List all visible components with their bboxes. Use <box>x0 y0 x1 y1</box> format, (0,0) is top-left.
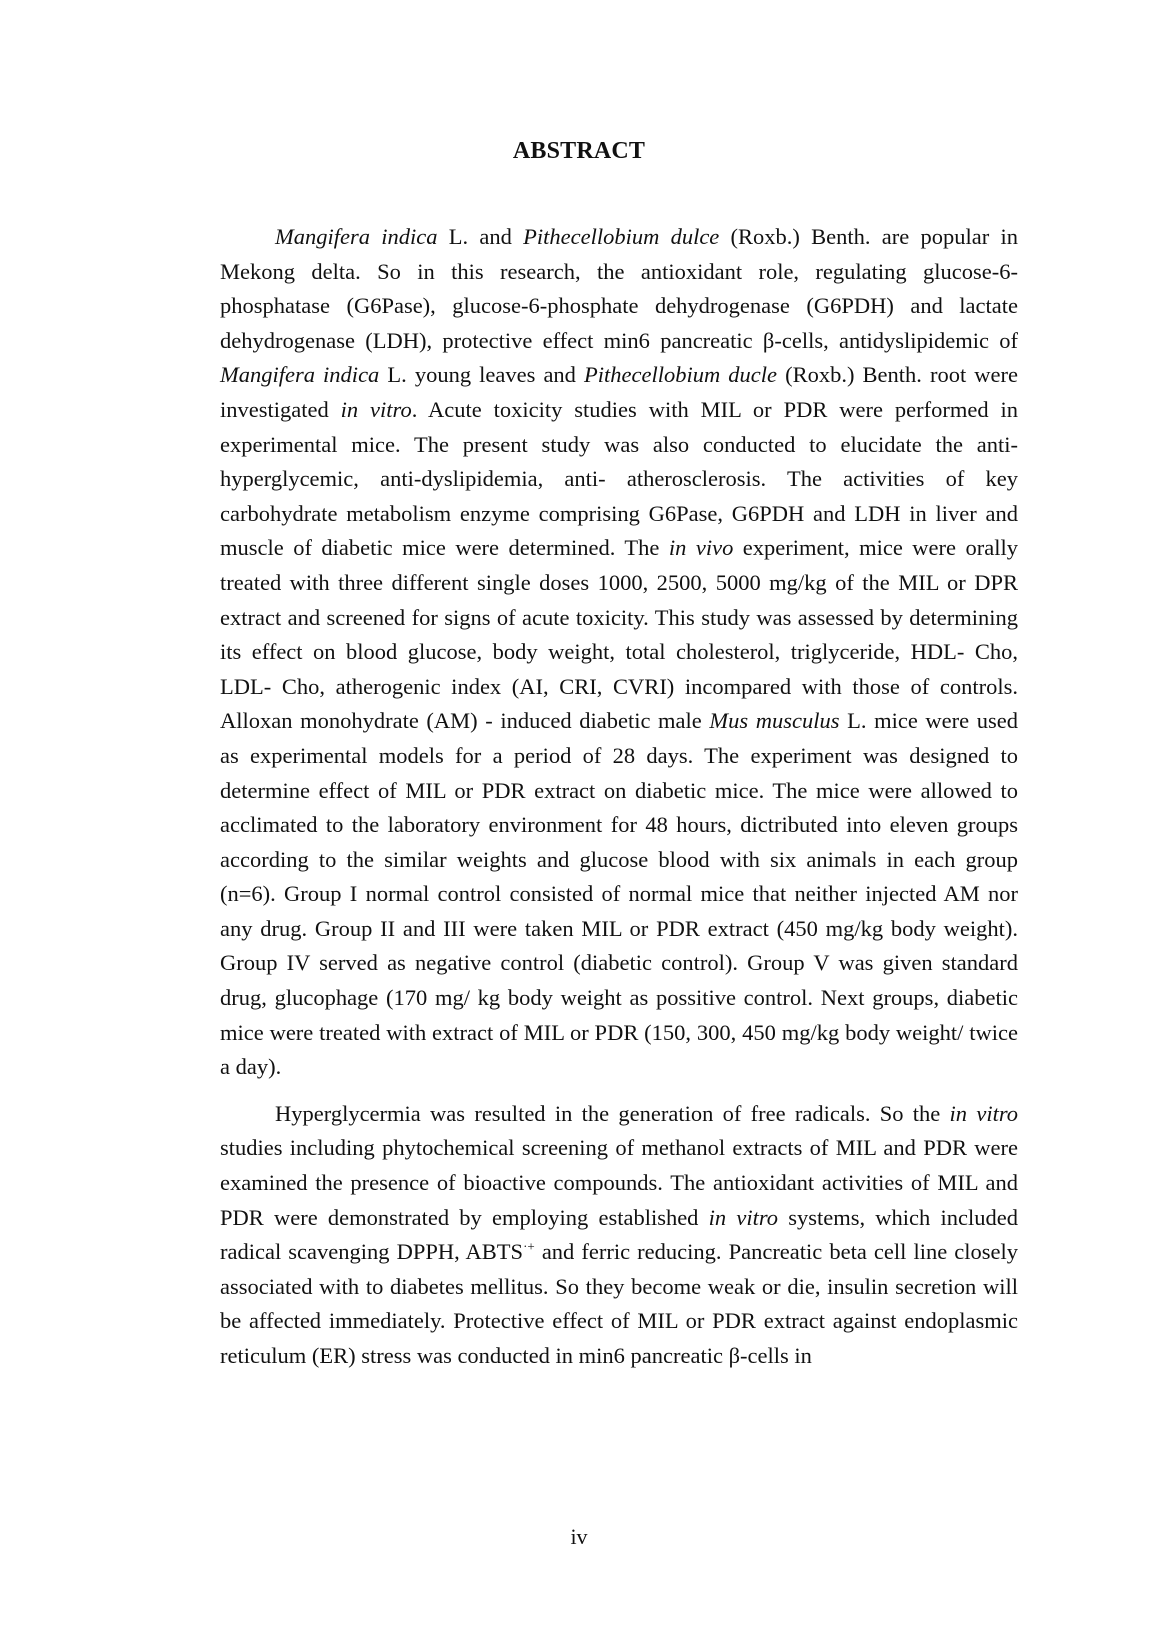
italic-text-run: in vitro <box>340 396 412 422</box>
page-title: ABSTRACT <box>512 138 646 164</box>
text-run: studies including phytochemical screening of methanol extracts of MIL and PDR were examined the presence of bioactive compounds. The antioxidant activities of MIL and PDR were demonstrated by employing established <box>220 1135 1018 1230</box>
page-number: iv <box>570 1524 588 1549</box>
superscript-text: ·+ <box>523 1238 535 1254</box>
italic-text-run: in vivo <box>668 535 734 561</box>
italic-text-run: in vitro <box>708 1204 779 1230</box>
text-run: L. young leaves and <box>379 362 584 388</box>
text-run: and ferric reducing. Pancreatic beta cell line closely associated with to diabetes mellitus. So they become weak or die, insulin secretion will be affected immediately. Protective effect of MIL or PDR extract against endoplasmic reticulum (ER) stress was conducted in min6 pancreatic β-cells in <box>220 1239 1018 1368</box>
text-run: L. and <box>437 224 524 249</box>
italic-text-run: Mus musculus <box>709 708 840 734</box>
text-run: experiment, mice were orally treated with three different single doses 1000, 2500, 5000 mg/kg of the MIL or DPR extract and screened for signs of acute toxicity. This study was assessed by determining its effect on blood glucose, body weight, total cholesterol, triglyceride, HDL- Cho, LDL- Cho, atherogenic index (AI, CRI, CVRI) incompared with those of controls. Alloxan monohydrate (AM) - induced diabetic male <box>220 535 1018 734</box>
abstract-paragraph-2 <box>220 1097 1018 1374</box>
text-run: L. mice were used as experimental models for a period of 28 days. The experiment was designed to determine effect of MIL or PDR extract on diabetic mice. The mice were allowed to acclimated to the laboratory environment for 48 hours, dictributed into eleven groups according to the similar weights and glucose blood with six animals in each group (n=6). Group I normal control consisted of normal mice that neither injected AM nor any drug. Group II and III were taken MIL or PDR extract (450 mg/kg body weight). Group IV served as negative control (diabetic control). Group V was given standard drug, glucophage (170 mg/ kg body weight as possitive control. Next groups, diabetic mice were treated with extract of MIL or PDR (150, 300, 450 mg/kg body weight/ twice a day). <box>220 708 1018 1080</box>
text-run: systems, which included radical scavenging DPPH, ABTS <box>220 1204 1018 1265</box>
abstract-paragraph-1 <box>220 220 1018 1085</box>
abstract-body <box>220 220 1018 1374</box>
italic-text-run: Mangifera indica <box>220 362 380 388</box>
italic-text-run: Pithecellobium dulce <box>523 224 720 249</box>
text-run: Hyperglycermia was resulted in the generation of free radicals. So the <box>275 1100 950 1126</box>
italic-text-run: in vitro <box>949 1100 1018 1126</box>
text-run: (Roxb.) Benth. are popular in Mekong delta. So in this research, the antioxidant role, regulating glucose-6-phosphatase (G6Pase), glucose-6-phosphate dehydrogenase (G6PDH) and lactate dehydrogenase (LDH), protective effect min6 pancreatic β-cells, antidyslipidemic of <box>220 224 1018 353</box>
text-run: (Roxb.) Benth. root were investigated <box>220 362 1019 422</box>
italic-text-run: Mangifera indica <box>275 224 438 249</box>
italic-text-run: Pithecellobium ducle <box>584 362 778 388</box>
text-run: . Acute toxicity studies with MIL or PDR were performed in experimental mice. The present study was also conducted to elucidate the anti-hyperglycemic, anti-dyslipidemia, anti- atherosclerosis. The activities of key carbohydrate metabolism enzyme comprising G6Pase, G6PDH and LDH in liver and muscle of diabetic mice were determined. The <box>220 396 1018 561</box>
